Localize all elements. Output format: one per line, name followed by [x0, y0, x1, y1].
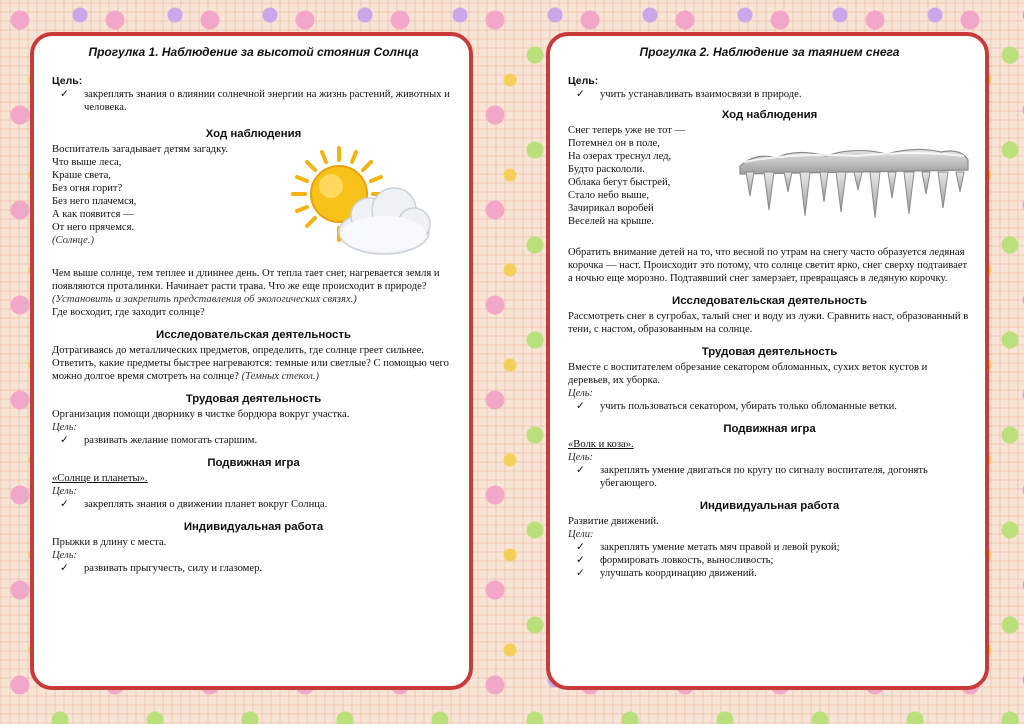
goal-text: закреплять знания о влиянии солнечной энергии на жизнь растений, животных и человека.: [84, 89, 450, 113]
labor-text: Вместе с воспитателем обрезание секатором обломанных, сухих веток кустов и деревьев, их уборка.: [568, 362, 928, 386]
icicles-icon: [736, 144, 971, 231]
observation-paragraph: Обратить внимание детей на то, что весной по утрам на снегу часто образуется ледяная корочка — наст. Происходит это потому, что солнце светит ярко, снег сверху подтаивает а ночью еще морозно. Подтаявший снег замерзает, превращаясь в ледяную корочку.: [568, 247, 968, 284]
goal-label: Цель:: [568, 75, 599, 87]
poem-line: На озерах треснул лед,: [568, 151, 672, 162]
riddle-line: Без огня горит?: [52, 183, 123, 194]
labor-goal-label: Цель:: [52, 422, 78, 433]
poem-line: Снег теперь уже не тот —: [568, 125, 686, 136]
poem-line: Потемнел он в поле,: [568, 138, 660, 149]
individual-heading: Индивидуальная работа: [699, 500, 840, 512]
check-icon: ✓: [576, 542, 585, 553]
paragraph-text: Чем выше солнце, тем теплее и длиннее день. От тепла тает снег, нагревается земля и появляются проталинки. Начинает расти трава. Что же еще происходит в природе?: [52, 268, 440, 292]
individual-goal-label: Цели:: [568, 529, 594, 540]
goal-item: [568, 88, 971, 101]
labor-heading: Трудовая деятельность: [701, 346, 838, 358]
labor-goal: развивать желание помогать старшим.: [84, 435, 258, 446]
individual-goal-item: [52, 562, 455, 575]
observation-paragraph: [52, 267, 455, 319]
research-heading: Исследовательская деятельность: [672, 295, 867, 307]
research-heading: Исследовательская деятельность: [156, 329, 351, 341]
check-icon: ✓: [60, 499, 69, 510]
individual-goal-item: [568, 541, 971, 554]
goal-label: Цель:: [52, 75, 83, 87]
game-name: «Солнце и планеты».: [52, 473, 148, 484]
check-icon: ✓: [576, 465, 585, 476]
individual-goal-label: Цель:: [52, 550, 78, 561]
goal-item: [52, 88, 455, 114]
labor-goal-item: [52, 434, 455, 447]
labor-goal-label: Цель:: [568, 388, 594, 399]
walk-1-content: [52, 44, 455, 575]
poem-line: Зачирикал воробей: [568, 203, 654, 214]
riddle-answer: (Солнце.): [52, 235, 95, 246]
riddle-line: Воспитатель загадывает детям загадку.: [52, 144, 228, 155]
individual-text: Прыжки в длину с места.: [52, 537, 167, 548]
riddle-line: Без него плачемся,: [52, 196, 137, 207]
walk-1-card: [30, 32, 473, 690]
labor-goal: учить пользоваться секатором, убирать только обломанные ветки.: [600, 401, 897, 412]
research-text: Рассмотреть снег в сугробах, талый снег и воду из лужи. Сравнить наст, образованный в тени, с настом, образованным на солнце.: [568, 311, 969, 335]
observation-heading: Ход наблюдения: [721, 109, 818, 121]
individual-text: Развитие движений.: [568, 516, 659, 527]
check-icon: ✓: [576, 89, 585, 100]
check-icon: ✓: [576, 555, 585, 566]
paragraph-question: Где восходит, где заходит солнце?: [52, 307, 205, 318]
individual-goal: развивать прыгучесть, силу и глазомер.: [84, 563, 263, 574]
research-text: Дотрагиваясь до металлических предметов, определить, где солнце греет сильнее. Ответить, какие предметы быстрее нагреваются: темные или светлые? С помощью чего можно долгое время смотреть на солнце?: [52, 345, 449, 382]
check-icon: ✓: [60, 435, 69, 446]
game-heading: Подвижная игра: [723, 423, 816, 435]
individual-goal-item: [568, 567, 971, 580]
game-goal-label: Цель:: [52, 486, 78, 497]
goal-text: учить устанавливать взаимосвязи в природе.: [600, 89, 802, 100]
check-icon: ✓: [60, 89, 69, 100]
labor-goal-item: [568, 400, 971, 413]
poem-line: Будто раскололи.: [568, 164, 645, 175]
poem-line: Стало небо выше,: [568, 190, 650, 201]
individual-heading: Индивидуальная работа: [183, 521, 324, 533]
game-goal-item: [568, 464, 971, 490]
individual-goal-item: [568, 554, 971, 567]
riddle-line: Что выше леса,: [52, 157, 122, 168]
walk-2-card: [546, 32, 989, 690]
check-icon: ✓: [576, 401, 585, 412]
poem-line: Веселей на крыше.: [568, 216, 654, 227]
game-goal-label: Цель:: [568, 452, 594, 463]
walk-2-title: Прогулка 2. Наблюдение за таянием снега: [639, 45, 900, 59]
paragraph-italic: (Установить и закрепить представления об экологических связях.): [52, 294, 357, 305]
walk-2-content: [568, 44, 971, 580]
game-goal-item: [52, 498, 455, 511]
walk-1-title: Прогулка 1. Наблюдение за высотой стояния Солнца: [88, 45, 419, 59]
check-icon: ✓: [576, 568, 585, 579]
research-italic: (Темных стекол.): [241, 371, 320, 382]
labor-text: Организация помощи дворнику в чистке бордюра вокруг участка.: [52, 409, 350, 420]
game-goal: закреплять знания о движении планет вокруг Солнца.: [84, 499, 328, 510]
individual-goal: формировать ловкость, выносливость;: [600, 555, 774, 566]
check-icon: ✓: [60, 563, 69, 574]
research-paragraph: [52, 344, 455, 383]
riddle-line: От него прячемся.: [52, 222, 135, 233]
poem-line: Облака бегут быстрей,: [568, 177, 671, 188]
riddle-line: А как появится —: [52, 209, 134, 220]
individual-goal: улучшать координацию движений.: [600, 568, 757, 579]
game-name: «Волк и коза».: [568, 439, 634, 450]
observation-heading: Ход наблюдения: [205, 128, 302, 140]
labor-heading: Трудовая деятельность: [185, 393, 322, 405]
individual-goal: закреплять умение метать мяч правой и левой рукой;: [600, 542, 840, 553]
riddle-line: Краше света,: [52, 170, 112, 181]
game-heading: Подвижная игра: [207, 457, 300, 469]
game-goal: закреплять умение двигаться по кругу по сигналу воспитателя, догонять убегающего.: [600, 465, 928, 489]
sun-cloud-icon: [289, 144, 439, 264]
